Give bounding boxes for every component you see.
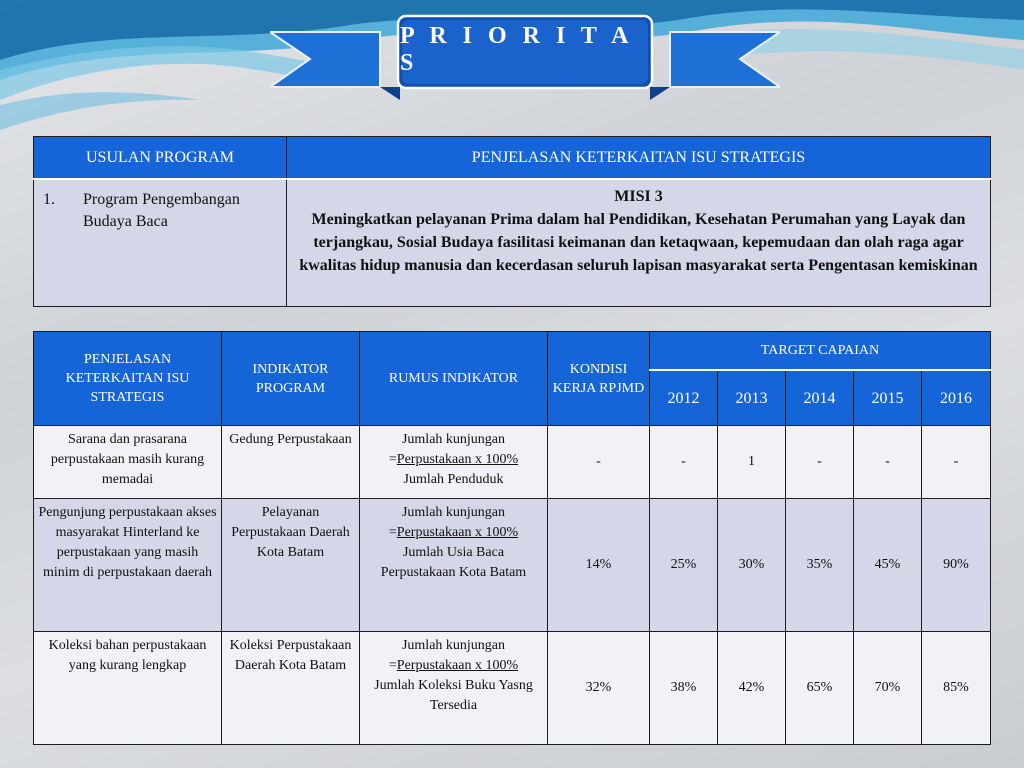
target-cell: 65% <box>786 632 854 745</box>
target-cell: 45% <box>854 499 922 632</box>
rumus-numerator: Jumlah kunjungan <box>401 505 506 520</box>
program-number: 1. <box>43 191 55 208</box>
program-cell <box>34 179 287 307</box>
penjelasan-cell: Sarana dan prasarana perpustakaan masih kurang memadai <box>34 426 222 499</box>
page-title: P R I O R I T A S <box>400 23 633 76</box>
table-row <box>34 426 991 499</box>
rumus-factor: Perpustakaan x 100% <box>396 452 519 467</box>
target-cell: 35% <box>786 499 854 632</box>
rumus-equals: = <box>388 658 397 673</box>
header-penjelasan: PENJELASAN KETERKAITAN ISU STRATEGIS <box>287 137 991 180</box>
rumus-numerator: Jumlah kunjungan <box>401 638 506 653</box>
target-cell: 90% <box>922 499 991 632</box>
target-cell: 30% <box>718 499 786 632</box>
rumus-denominator: Jumlah Koleksi Buku Yasng Tersedia <box>374 678 533 713</box>
kondisi-cell: - <box>548 426 650 499</box>
target-cell: - <box>854 426 922 499</box>
table-row <box>34 179 991 307</box>
header-usulan-program: USULAN PROGRAM <box>34 137 287 180</box>
kondisi-cell: 14% <box>548 499 650 632</box>
misi-cell <box>287 179 991 307</box>
target-cell: 1 <box>718 426 786 499</box>
rumus-fraction-line <box>364 523 543 543</box>
rumus-numerator: Jumlah kunjungan <box>401 432 506 447</box>
rumus-denominator: Jumlah Usia Baca Perpustakaan Kota Batam <box>380 545 527 580</box>
header-kondisi: KONDISI KERJA RPJMD <box>548 332 650 426</box>
target-cell: 85% <box>922 632 991 745</box>
penjelasan-cell: Koleksi bahan perpustakaan yang kurang lengkap <box>34 632 222 745</box>
misi-text: Meningkatkan pelayanan Prima dalam hal Pendidikan, Kesehatan Perumahan yang Layak dan terjangkau, Sosial Budaya fasilitasi keimanan dan ketaqwaan, kepemudaan dan olah raga agar kwalitas hidup manusia dan kecerdasan seluruh lapisan masyarakat serta Pengentasan kemiskinan <box>299 211 978 274</box>
rumus-cell <box>360 426 548 499</box>
target-cell: - <box>786 426 854 499</box>
misi-title: MISI 3 <box>614 188 663 205</box>
target-cell: 70% <box>854 632 922 745</box>
program-table <box>33 136 991 307</box>
target-cell: 38% <box>650 632 718 745</box>
header-indikator: INDIKATOR PROGRAM <box>222 332 360 426</box>
header-year: 2015 <box>854 370 922 426</box>
header-year: 2014 <box>786 370 854 426</box>
header-year: 2013 <box>718 370 786 426</box>
header-rumus: RUMUS INDIKATOR <box>360 332 548 426</box>
rumus-cell <box>360 499 548 632</box>
target-table <box>33 331 991 745</box>
header-year: 2016 <box>922 370 991 426</box>
target-cell: 42% <box>718 632 786 745</box>
header-year: 2012 <box>650 370 718 426</box>
header-target-capaian: TARGET CAPAIAN <box>650 332 991 371</box>
target-cell: - <box>650 426 718 499</box>
rumus-equals: = <box>388 525 397 540</box>
rumus-cell <box>360 632 548 745</box>
target-cell: 25% <box>650 499 718 632</box>
table-row <box>34 499 991 632</box>
program-name: Program Pengembangan Budaya Baca <box>83 191 240 230</box>
rumus-fraction-line <box>364 450 543 470</box>
rumus-factor: Perpustakaan x 100% <box>396 525 519 540</box>
rumus-equals: = <box>388 452 397 467</box>
rumus-denominator: Jumlah Penduduk <box>403 472 504 487</box>
indikator-cell: Koleksi Perpustakaan Daerah Kota Batam <box>222 632 360 745</box>
table-row <box>34 632 991 745</box>
rumus-factor: Perpustakaan x 100% <box>396 658 519 673</box>
target-cell: - <box>922 426 991 499</box>
kondisi-cell: 32% <box>548 632 650 745</box>
indikator-cell: Pelayanan Perpustakaan Daerah Kota Batam <box>222 499 360 632</box>
header-penjelasan-isu: PENJELASAN KETERKAITAN ISU STRATEGIS <box>34 332 222 426</box>
penjelasan-cell: Pengunjung perpustakaan akses masyarakat Hinterland ke perpustakaan yang masih minim di perpustakaan daerah <box>34 499 222 632</box>
rumus-fraction-line <box>364 656 543 676</box>
indikator-cell: Gedung Perpustakaan <box>222 426 360 499</box>
